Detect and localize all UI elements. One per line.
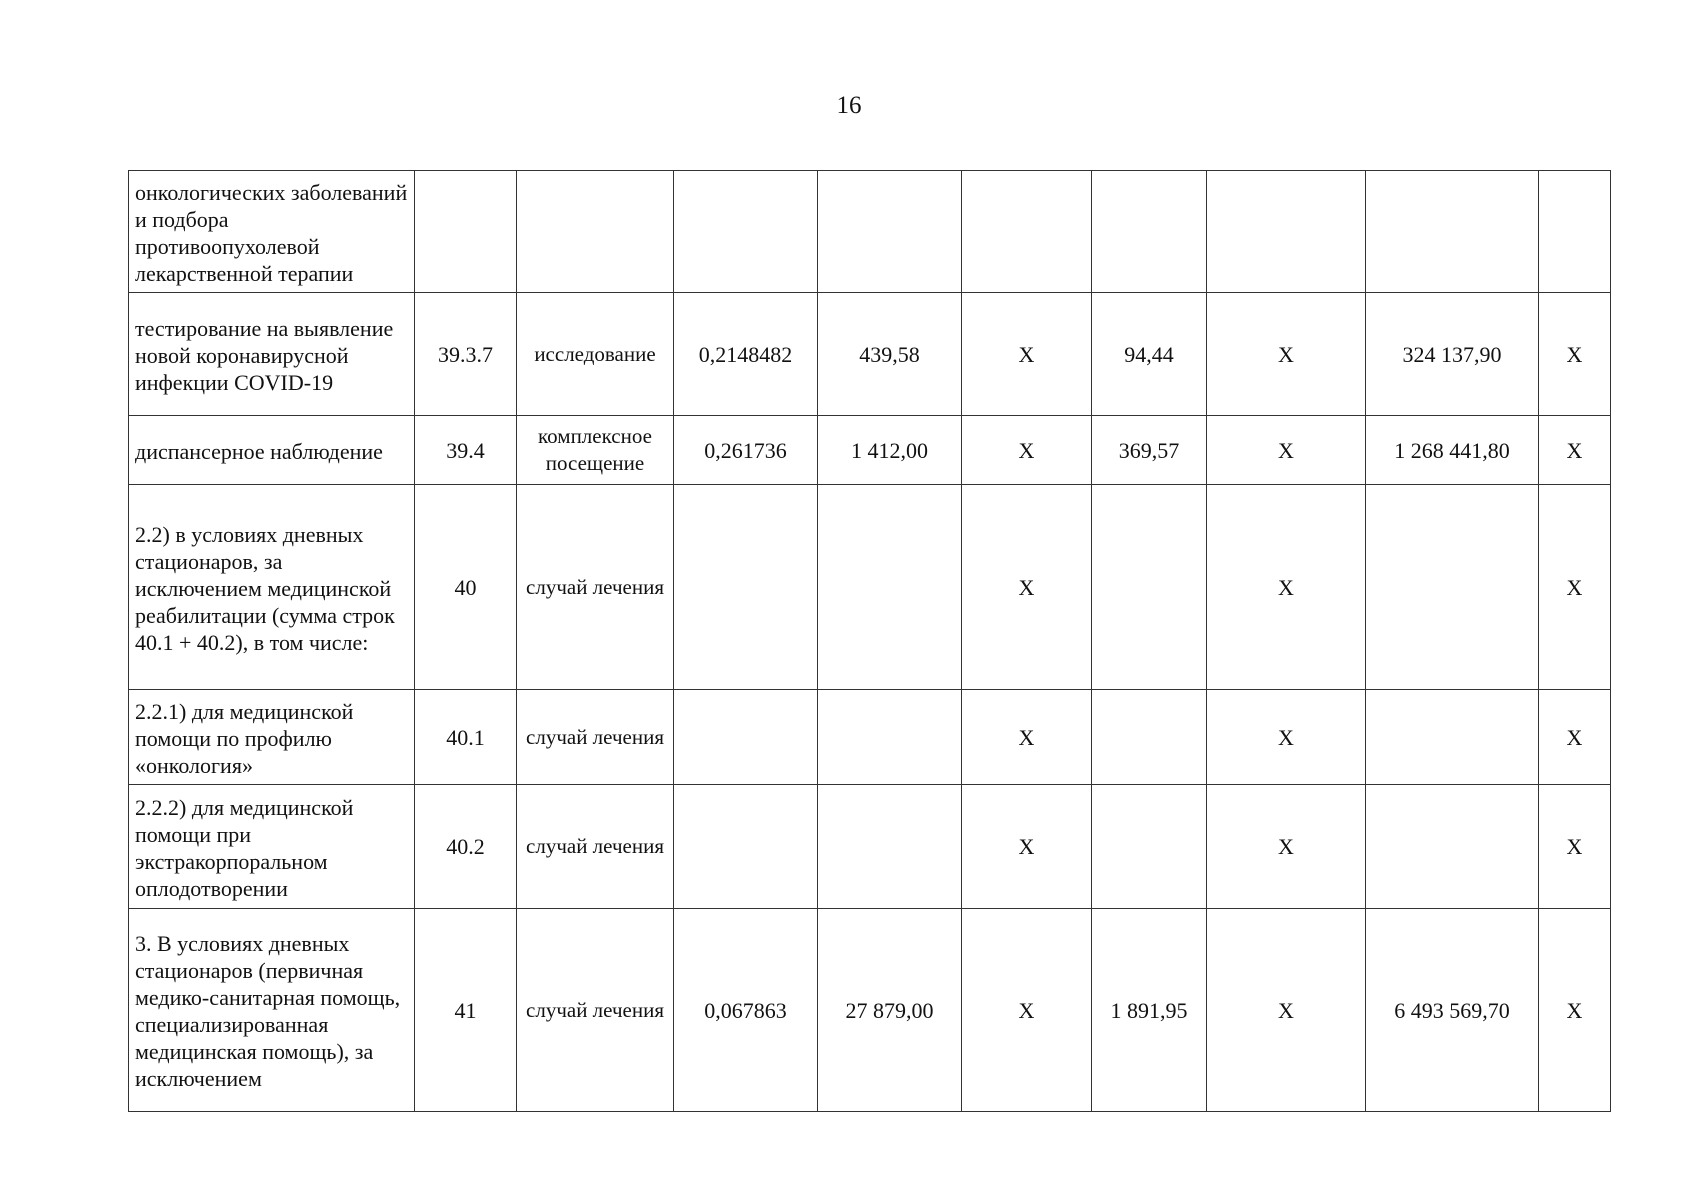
row-value-cell [818, 485, 962, 690]
row-value-cell: 369,57 [1092, 416, 1207, 485]
table-row [129, 785, 1611, 909]
row-name-cell: диспансерное наблюдение [129, 416, 415, 485]
row-value-cell [818, 171, 962, 293]
row-value-cell: 1 268 441,80 [1366, 416, 1539, 485]
row-value-cell [1366, 485, 1539, 690]
row-x-cell: X [1539, 293, 1611, 416]
row-x-cell: X [1539, 909, 1611, 1112]
table-row [129, 690, 1611, 785]
row-value-cell: 0,2148482 [674, 293, 818, 416]
table-row [129, 293, 1611, 416]
row-x-cell [1539, 171, 1611, 293]
row-x-cell: X [1207, 416, 1366, 485]
row-unit-cell: случай лечения [517, 690, 674, 785]
row-name-cell: онкологических заболеваний и подбора противоопухолевой лекарственной терапии [129, 171, 415, 293]
row-code-cell: 41 [415, 909, 517, 1112]
row-x-cell: X [1539, 485, 1611, 690]
row-unit-cell: случай лечения [517, 909, 674, 1112]
row-name-cell: тестирование на выявление новой коронавирусной инфекции COVID-19 [129, 293, 415, 416]
data-table [128, 170, 1611, 1112]
row-unit-cell [517, 171, 674, 293]
row-x-cell [1207, 171, 1366, 293]
row-value-cell: 324 137,90 [1366, 293, 1539, 416]
row-value-cell [1366, 171, 1539, 293]
row-value-cell: 27 879,00 [818, 909, 962, 1112]
row-value-cell [674, 485, 818, 690]
row-x-cell: X [962, 909, 1092, 1112]
row-code-cell: 39.4 [415, 416, 517, 485]
row-value-cell [674, 171, 818, 293]
table-row [129, 416, 1611, 485]
row-x-cell [962, 171, 1092, 293]
table-row [129, 909, 1611, 1112]
row-value-cell [818, 690, 962, 785]
row-x-cell: X [962, 485, 1092, 690]
row-value-cell [1092, 485, 1207, 690]
row-unit-cell: случай лечения [517, 785, 674, 909]
row-x-cell: X [1207, 785, 1366, 909]
row-name-cell: 3. В условиях дневных стационаров (первичная медико-санитарная помощь, специализированная медицинская помощь), за исключением [129, 909, 415, 1112]
row-x-cell: X [1539, 785, 1611, 909]
row-value-cell [1092, 785, 1207, 909]
row-name-cell: 2.2.2) для медицинской помощи при экстракорпоральном оплодотворении [129, 785, 415, 909]
row-value-cell: 1 412,00 [818, 416, 962, 485]
row-value-cell: 0,067863 [674, 909, 818, 1112]
row-x-cell: X [962, 416, 1092, 485]
row-x-cell: X [1539, 690, 1611, 785]
table-row [129, 485, 1611, 690]
row-code-cell: 40.1 [415, 690, 517, 785]
row-unit-cell: комплексное посещение [517, 416, 674, 485]
row-name-cell: 2.2.1) для медицинской помощи по профилю «онкология» [129, 690, 415, 785]
row-x-cell: X [962, 293, 1092, 416]
row-value-cell [1092, 171, 1207, 293]
row-value-cell [1366, 785, 1539, 909]
row-x-cell: X [1207, 909, 1366, 1112]
row-name-cell: 2.2) в условиях дневных стационаров, за исключением медицинской реабилитации (сумма строк 40.1 + 40.2), в том числе: [129, 485, 415, 690]
row-code-cell: 40 [415, 485, 517, 690]
page-number: 16 [836, 92, 862, 119]
row-x-cell: X [1539, 416, 1611, 485]
row-code-cell: 39.3.7 [415, 293, 517, 416]
row-x-cell: X [1207, 690, 1366, 785]
row-x-cell: X [962, 690, 1092, 785]
row-value-cell [674, 785, 818, 909]
row-x-cell: X [1207, 293, 1366, 416]
row-value-cell: 94,44 [1092, 293, 1207, 416]
row-code-cell [415, 171, 517, 293]
row-x-cell: X [962, 785, 1092, 909]
row-value-cell: 6 493 569,70 [1366, 909, 1539, 1112]
row-value-cell: 0,261736 [674, 416, 818, 485]
row-unit-cell: исследование [517, 293, 674, 416]
row-unit-cell: случай лечения [517, 485, 674, 690]
row-value-cell [1092, 690, 1207, 785]
row-value-cell: 1 891,95 [1092, 909, 1207, 1112]
row-value-cell [818, 785, 962, 909]
row-value-cell [674, 690, 818, 785]
row-x-cell: X [1207, 485, 1366, 690]
row-value-cell: 439,58 [818, 293, 962, 416]
row-value-cell [1366, 690, 1539, 785]
table-row [129, 171, 1611, 293]
row-code-cell: 40.2 [415, 785, 517, 909]
